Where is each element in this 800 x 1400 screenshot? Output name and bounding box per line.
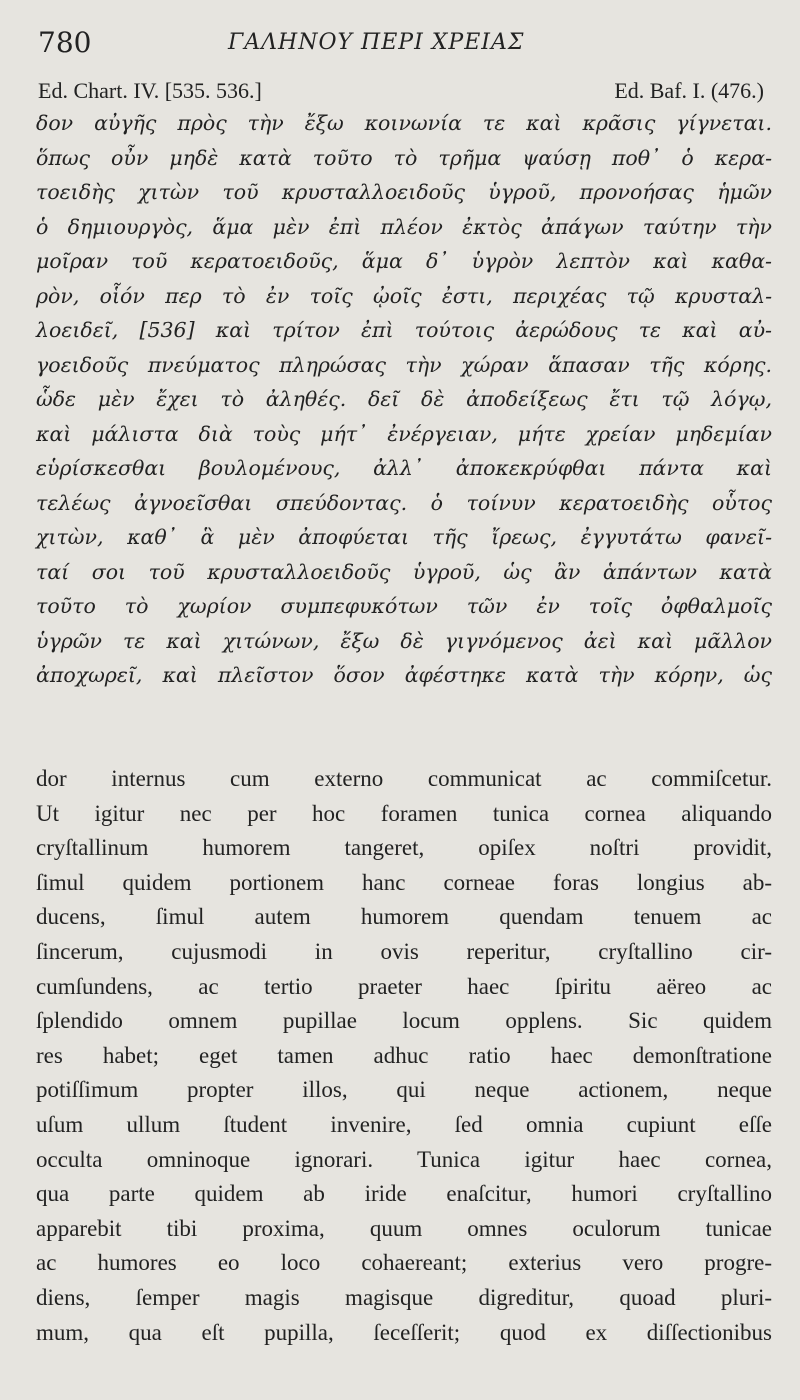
greek-text-line: ὑγρῶν τε καὶ χιτώνων, ἔξω δὲ γιγνόμενος ἀεὶ καὶ μᾶλλον (36, 628, 772, 653)
edition-reference-line (38, 78, 764, 108)
greek-text-line: ρὸν, οἷόν περ τὸ ἐν τοῖς ᾠοῖς ἐστι, περιχέας τῷ κρυσταλ- (36, 283, 772, 308)
latin-text-line: mum, qua eſt pupilla, ſeceſſerit; quod ex diſſectionibus (36, 1319, 772, 1345)
latin-text-block (36, 762, 772, 1350)
running-title: ΓΑΛΗΝΟΥ ΠΕΡΙ ΧΡΕΙΑΣ (228, 30, 525, 55)
latin-text-line: ſincerum, cujusmodi in ovis reperitur, cryſtallino cir- (36, 938, 772, 964)
greek-text-line: τελέως ἀγνοεῖσθαι σπεύδοντας. ὁ τοίνυν κερατοειδὴς οὗτος (36, 490, 772, 515)
latin-text-line: ac humores eo loco cohaereant; exterius vero progre- (36, 1250, 772, 1276)
greek-text-line: τοῦτο τὸ χωρίον συμπεφυκότων τῶν ἐν τοῖς ὀφθαλμοῖς (36, 594, 772, 618)
greek-text-line: δον αὐγῆς πρὸς τὴν ἔξω κοινωνία τε καὶ κρᾶσις γίγνεται. (36, 111, 772, 135)
page-header (38, 26, 764, 62)
greek-text-line: τοειδὴς χιτὼν τοῦ κρυσταλλοειδοῦς ὑγροῦ, προνοήσας ἡμῶν (36, 180, 772, 204)
greek-text-block (36, 106, 772, 693)
greek-text-line: ταί σοι τοῦ κρυσταλλοειδοῦς ὑγροῦ, ὡς ἂν ἁπάντων κατὰ (36, 559, 772, 584)
edition-reference-chartier: Ed. Chart. IV. [535. 536.] (38, 78, 262, 103)
edition-reference-basel: Ed. Baf. I. (476.) (614, 78, 764, 103)
latin-text-line: qua parte quidem ab iride enaſcitur, humori cryſtallino (36, 1181, 772, 1207)
latin-text-line: occulta omninoque ignorari. Tunica igitur haec cornea, (36, 1146, 772, 1172)
greek-text-line: ἀποχωρεῖ, καὶ πλεῖστον ὅσον ἀφέστηκε κατὰ τὴν κόρην, ὡς (36, 663, 772, 687)
greek-text-line: ὁ δημιουργὸς, ἅμα μὲν ἐπὶ πλέον ἐκτὸς ἀπάγων ταύτην τὴν (36, 214, 772, 239)
latin-text-line: apparebit tibi proxima, quum omnes oculorum tunicae (36, 1215, 772, 1241)
greek-text-line: χιτὼν, καθ᾽ ἃ μὲν ἀποφύεται τῆς ἴρεως, ἐγγυτάτω φανεῖ- (36, 525, 772, 549)
greek-text-line: γοειδοῦς πνεύματος πληρώσας τὴν χώραν ἅπασαν τῆς κόρης. (36, 352, 772, 377)
latin-text-line: res habet; eget tamen adhuc ratio haec demonſtratione (36, 1042, 772, 1068)
page-number: 780 (38, 26, 92, 59)
greek-text-line: λοειδεῖ, [536] καὶ τρίτον ἐπὶ τούτοις ἀερώδους τε καὶ αὐ- (36, 318, 772, 342)
latin-text-line: ſplendido omnem pupillae locum opplens. Sic quidem (36, 1008, 772, 1034)
latin-text-line: Ut igitur nec per hoc foramen tunica cornea aliquando (36, 800, 772, 826)
latin-text-line: cumſundens, ac tertio praeter haec ſpiritu aëreo ac (36, 973, 772, 999)
greek-text-line: εὑρίσκεσθαι βουλομένους, ἀλλ᾽ ἀποκεκρύφθαι πάντα καὶ (36, 456, 772, 480)
latin-text-line: ducens, ſimul autem humorem quendam tenuem ac (36, 904, 772, 930)
latin-text-line: dor internus cum externo communicat ac commiſcetur. (36, 766, 772, 791)
latin-text-line: diens, ſemper magis magisque digreditur, quoad pluri- (36, 1284, 772, 1310)
greek-text-line: ὧδε μὲν ἔχει τὸ ἀληθές. δεῖ δὲ ἀποδείξεως ἔτι τῷ λόγῳ, (36, 387, 772, 411)
latin-text-line: potiſſimum propter illos, qui neque actionem, neque (36, 1077, 772, 1103)
latin-text-line: uſum ullum ſtudent invenire, ſed omnia cupiunt eſſe (36, 1111, 772, 1137)
greek-text-line: καὶ μάλιστα διὰ τοὺς μήτ᾽ ἐνέργειαν, μήτε χρείαν μηδεμίαν (36, 421, 772, 446)
latin-text-line: cryſtallinum humorem tangeret, opiſex noſtri providit, (36, 835, 772, 861)
greek-text-line: ὅπως οὖν μηδὲ κατὰ τοῦτο τὸ τρῆμα ψαύσῃ ποθ᾽ ὁ κερα- (36, 145, 772, 170)
greek-text-line: μοῖραν τοῦ κερατοειδοῦς, ἅμα δ᾽ ὑγρὸν λεπτὸν καὶ καθα- (36, 249, 772, 273)
latin-text-line: ſimul quidem portionem hanc corneae foras longius ab- (36, 869, 772, 895)
